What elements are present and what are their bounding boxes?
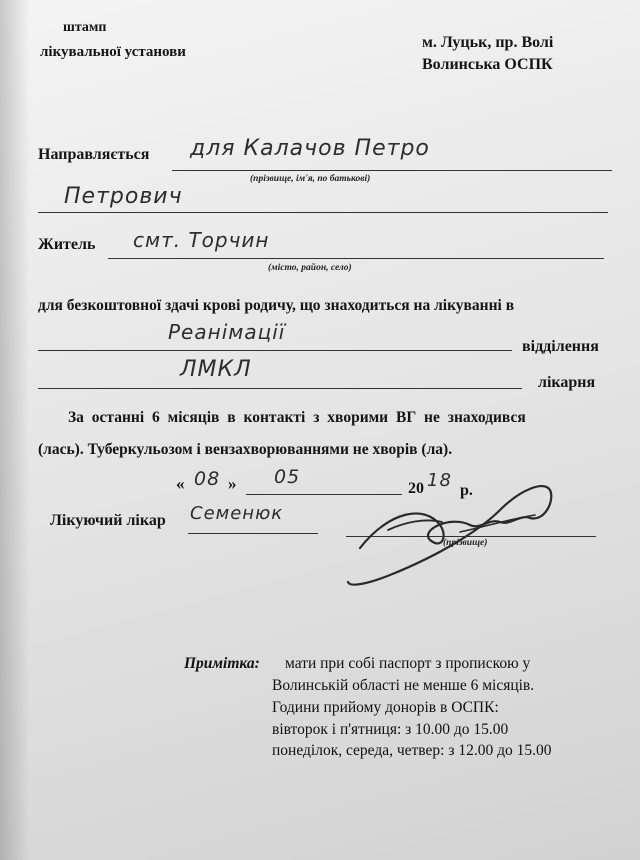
hospital-line [38,388,522,389]
hospital-value: ЛМКЛ [180,357,252,382]
page-shadow [0,0,30,860]
patronymic-value: Петрович [64,184,183,209]
department-value: Реанімації [168,320,286,344]
date-day: 08 [194,468,221,490]
doctor-name-line [188,533,318,534]
resident-value: смт. Торчин [133,228,270,252]
address-organization: Волинська ОСПК [422,56,553,73]
stamp-label: штамп [63,20,107,35]
declaration-line-2: (лась). Туберкульозом і вензахворюваннями не хворів (ла). [38,441,453,458]
date-year-end: р. [460,482,473,499]
directed-label: Направляється [38,146,150,163]
date-year-prefix: 20 [408,480,424,497]
department-line [38,350,512,351]
directed-line [172,170,612,171]
note-line-1: мати при собі паспорт з пропискою у [285,655,531,672]
purpose-text: для безкоштовної здачі крові родичу, що знаходиться на лікуванні в [38,297,515,314]
department-label: відділення [522,338,599,355]
note-label: Примітка: [184,655,260,672]
signature-hint: (прізвище) [443,538,488,548]
date-close-quote: » [228,474,237,493]
doctor-label: Лікуючий лікар [50,512,166,529]
note-line-4: вівторок і п'ятниця: з 10.00 до 15.00 [272,721,509,738]
doctor-signature-drawing [330,470,590,590]
hospital-label: лікарня [538,374,596,391]
patronymic-line [38,212,608,213]
note-line-5: понеділок, середа, четвер: з 12.00 до 15.00 [272,742,552,759]
note-line-3: Години прийому донорів в ОСПК: [272,699,499,716]
resident-hint: (місто, район, село) [268,263,352,273]
doctor-name: Семенюк [190,503,284,524]
date-year-suffix: 18 [427,470,452,491]
stamp-institution-label: лікувальної установи [40,44,186,60]
date-month: 05 [274,466,301,488]
date-open-quote: « [176,474,185,493]
directed-value: для Калачов Петро [190,136,430,161]
declaration-line-1: За останні 6 місяців в контакті з хворими ВГ не знаходився [68,409,526,426]
directed-hint: (прізвище, ім'я, по батькові) [250,174,371,184]
resident-line [108,258,604,259]
address-city: м. Луцьк, пр. Волі [422,34,554,51]
resident-label: Житель [38,236,96,253]
note-line-2: Волинській області не менше 6 місяців. [272,677,535,694]
